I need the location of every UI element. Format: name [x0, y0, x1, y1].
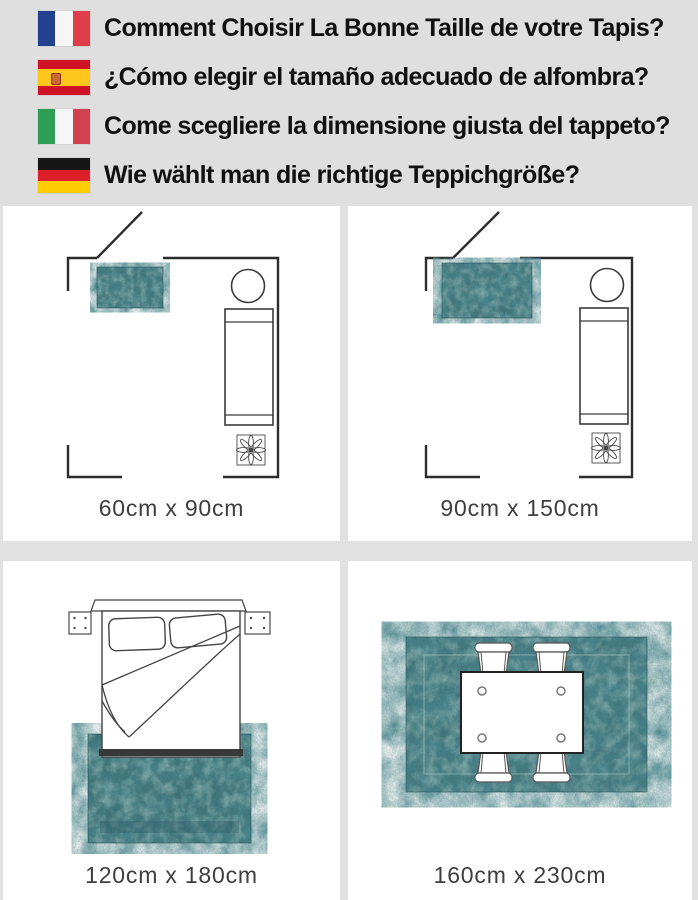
- header-question-german: Wie wählt man die richtige Teppichgröße?: [104, 160, 580, 189]
- panel-rug-120x180: [3, 561, 340, 900]
- rug-size-label: 90cm x 150cm: [440, 495, 600, 521]
- dining-table-icon: [461, 672, 583, 753]
- rug-size-label: 160cm x 230cm: [433, 862, 607, 888]
- multilingual-header: [0, 0, 698, 205]
- header-question-french: Comment Choisir La Bonne Taille de votre Tapis?: [104, 13, 664, 42]
- side-table-icon: [591, 269, 624, 302]
- side-table-icon: [232, 270, 265, 303]
- rug-size-label: 120cm x 180cm: [85, 862, 258, 888]
- italy-flag-icon: [38, 109, 90, 144]
- header-row-german: [38, 157, 698, 193]
- nightstand-left-icon: [69, 612, 91, 634]
- panel-rug-160x230: [348, 561, 692, 900]
- header-question-italian: Come scegliere la dimensione giusta del tappeto?: [104, 111, 670, 140]
- nightstand-right-icon: [245, 612, 270, 634]
- room-floor-plan-medium-rug-svg: [348, 206, 692, 541]
- bed-foot-bar: [99, 749, 243, 756]
- spain-flag-icon: [38, 60, 90, 95]
- door-swing-line: [97, 212, 142, 258]
- header-question-spanish: ¿Cómo elegir el tamaño adecuado de alfombra?: [104, 62, 649, 91]
- sofa-icon: [225, 309, 273, 425]
- spain-coat-of-arms-icon: [51, 73, 61, 85]
- dining-table-top-view-svg: [348, 561, 692, 900]
- panel-rug-60x90: [3, 206, 340, 541]
- pillow-left: [108, 617, 165, 651]
- headboard: [91, 600, 246, 611]
- france-flag-icon: [38, 11, 90, 46]
- potted-plant-icon: [237, 435, 266, 465]
- bedroom-top-view-svg: [3, 561, 340, 900]
- rug-60x90: [97, 267, 163, 308]
- panel-rug-90x150: [348, 206, 692, 541]
- rug-90x150: [442, 263, 532, 318]
- door-swing-line: [453, 212, 499, 258]
- germany-flag-icon: [38, 158, 90, 193]
- chair-top-right-icon: [533, 643, 570, 674]
- room-floor-plan-small-rug-svg: [3, 206, 340, 541]
- bed-icon: [91, 600, 246, 757]
- header-row-spanish: [38, 59, 698, 95]
- chair-bottom-right-icon: [533, 751, 570, 782]
- pillow-right: [169, 614, 227, 649]
- chair-bottom-left-icon: [475, 751, 512, 782]
- sofa-icon: [580, 308, 628, 424]
- chair-top-left-icon: [475, 643, 512, 674]
- rug-size-label: 60cm x 90cm: [98, 495, 245, 521]
- header-row-italian: [38, 108, 698, 144]
- header-row-french: [38, 10, 698, 46]
- potted-plant-icon: [592, 433, 621, 463]
